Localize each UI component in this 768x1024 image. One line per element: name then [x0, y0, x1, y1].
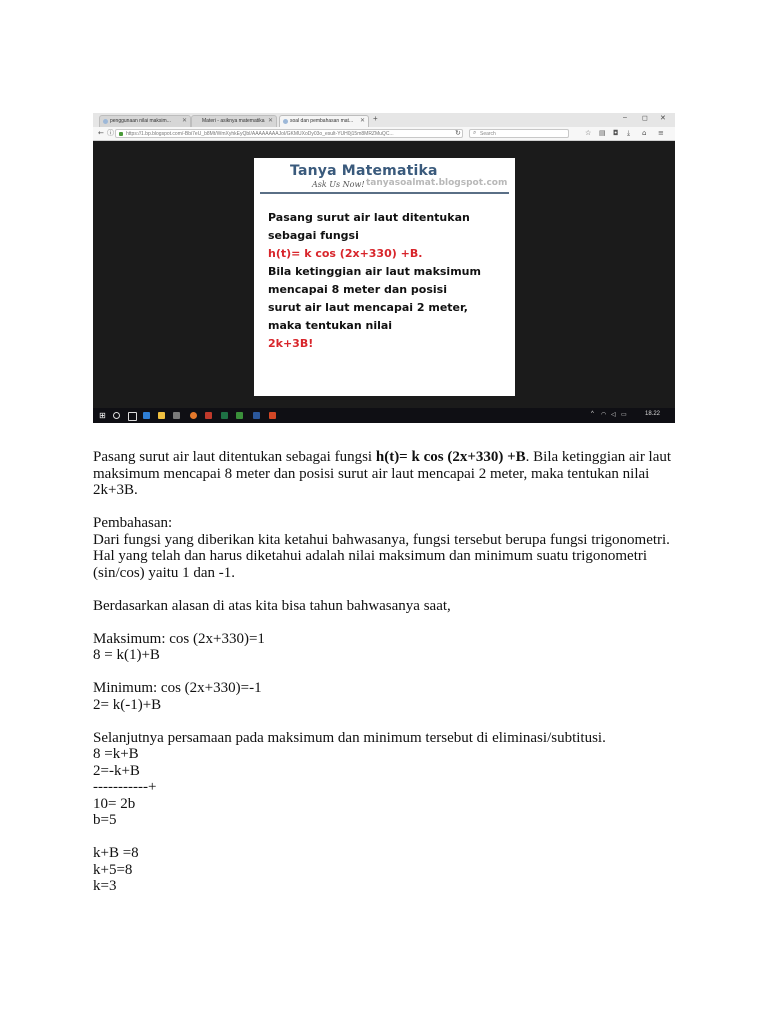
- close-icon[interactable]: ✕: [267, 118, 273, 124]
- substitution-step: k=3: [93, 878, 117, 894]
- excel-icon[interactable]: [221, 412, 228, 419]
- app-icon[interactable]: [205, 412, 212, 419]
- elimination-step: 2=-k+B: [93, 762, 140, 779]
- close-icon[interactable]: ✕: [359, 118, 365, 124]
- selanjutnya-line: Selanjutnya persamaan pada maksimum dan minimum tersebut di eliminasi/subtitusi.: [93, 729, 606, 746]
- pembahasan-label: Pembahasan:: [93, 515, 173, 531]
- taskbar-clock: 18.22: [645, 411, 661, 417]
- task-view-icon[interactable]: [128, 412, 137, 421]
- elimination-step: 8 =k+B: [93, 746, 139, 762]
- favicon-icon: [283, 119, 288, 124]
- windows-taskbar: [93, 408, 675, 423]
- brand-title: Tanya Matematika: [290, 163, 438, 179]
- app-icon[interactable]: [236, 412, 243, 419]
- blog-url: tanyasoalmat.blogspot.com: [366, 178, 508, 188]
- search-input[interactable]: ⌕ Search: [469, 129, 569, 138]
- search-icon[interactable]: [113, 412, 120, 419]
- minimum-line: Minimum: cos (2x+330)=-1: [93, 680, 262, 696]
- browser-nav-bar: [93, 127, 675, 141]
- edge-browser-icon[interactable]: [143, 412, 150, 419]
- elimination-step: 10= 2b: [93, 795, 136, 812]
- notification-icon[interactable]: ▭: [621, 412, 627, 418]
- tray-chevron-icon[interactable]: ^: [591, 411, 594, 417]
- elimination-step: -----------+: [93, 779, 157, 795]
- reload-icon[interactable]: ↻: [455, 129, 461, 137]
- maksimum-equation: 8 = k(1)+B: [93, 647, 160, 663]
- pocket-icon[interactable]: ◘: [613, 129, 619, 137]
- close-window-button[interactable]: ✕: [660, 115, 666, 122]
- brand-divider: [260, 192, 509, 194]
- browser-tab-3[interactable]: soal dan pembahasan mat... ✕: [279, 115, 369, 127]
- browser-tab-2[interactable]: Materi - asiknya matematika ✕: [191, 115, 277, 127]
- volume-icon[interactable]: ◁: [611, 412, 616, 418]
- maksimum-line: Maksimum: cos (2x+330)=1: [93, 630, 265, 647]
- browser-tab-1[interactable]: penggunaan nilai maksim... ✕: [99, 115, 191, 127]
- question-target: 2k+3B!: [268, 337, 314, 350]
- berdasarkan-line: Berdasarkan alasan di atas kita bisa tahun bahwasanya saat,: [93, 597, 451, 614]
- bookmark-star-icon[interactable]: ☆: [585, 129, 592, 137]
- menu-icon[interactable]: ≡: [658, 129, 664, 137]
- firefox-icon[interactable]: [190, 412, 197, 419]
- intro-paragraph: Pasang surut air laut ditentukan sebagai fungsi h(t)= k cos (2x+330) +B. Bila ketinggian air laut maksimum mencapai 8 meter dan posisi surut air laut mencapai 2 meter, maka tentukan nilai 2k+3B.: [93, 449, 672, 498]
- browser-screenshot: [93, 113, 675, 423]
- network-icon[interactable]: ◠: [601, 412, 607, 418]
- intro-formula: h(t)= k cos (2x+330) +B: [375, 449, 526, 465]
- minimum-equation: 2= k(-1)+B: [93, 696, 162, 713]
- search-icon: ⌕: [473, 130, 477, 136]
- question-image: [254, 158, 515, 396]
- close-icon[interactable]: ✕: [181, 118, 187, 124]
- question-formula: h(t)= k cos (2x+330) +B.: [268, 247, 423, 260]
- browser-tab-bar: [93, 113, 675, 128]
- substitution-step: k+B =8: [93, 845, 139, 861]
- powerpoint-icon[interactable]: [269, 412, 276, 419]
- substitution-step: k+5=8: [93, 861, 133, 878]
- new-tab-button[interactable]: +: [373, 114, 378, 123]
- home-icon[interactable]: ⌂: [642, 129, 647, 137]
- question-text: Pasang surut air laut ditentukan sebagai fungsi h(t)= k cos (2x+330) +B. Bila ketinggian air laut maksimum mencapai 8 meter dan posisi surut air laut mencapai 2 meter, maka tentukan nilai 2k+3B!: [268, 209, 513, 353]
- word-icon[interactable]: [253, 412, 260, 419]
- library-icon[interactable]: ▤: [599, 129, 606, 137]
- elimination-step: b=5: [93, 812, 117, 828]
- article-body: [93, 449, 693, 895]
- store-icon[interactable]: [173, 412, 180, 419]
- favicon-icon: [103, 119, 108, 124]
- file-explorer-icon[interactable]: [158, 412, 165, 419]
- lock-icon: [119, 132, 123, 136]
- back-arrow-icon[interactable]: ←: [98, 129, 104, 137]
- info-icon[interactable]: ⓘ: [107, 129, 114, 137]
- minimize-button[interactable]: –: [623, 114, 627, 121]
- download-icon[interactable]: ⤓: [627, 129, 631, 137]
- windows-start-icon[interactable]: ⊞: [99, 411, 106, 420]
- brand-tagline: Ask Us Now!: [312, 180, 365, 189]
- url-bar[interactable]: https://1.bp.blogspot.com/-Bbi7eU_b8Mt/WmXyhkEyQbI/AAAAAAAAJoI/GKMUXoDy03o_esult-YUH0j15m8MRZMuQC...: [115, 129, 463, 138]
- pembahasan-paragraph: Dari fungsi yang diberikan kita ketahui bahwasanya, fungsi tersebut berupa fungsi trigonometri. Hal yang telah dan harus diketahui adalah nilai maksimum dan minimum suatu trigonometri (sin/cos) yaitu 1 dan -1.: [93, 531, 670, 581]
- maximize-button[interactable]: ◻: [642, 115, 648, 122]
